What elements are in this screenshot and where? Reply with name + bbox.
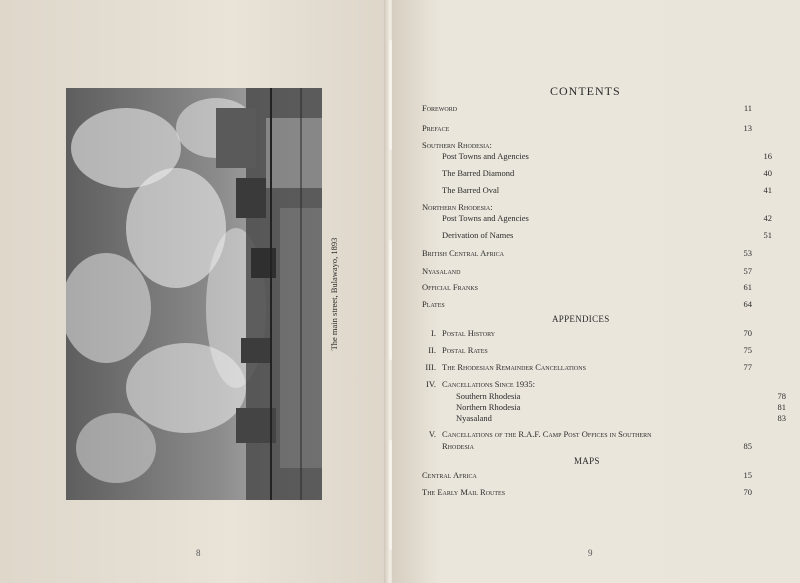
appendix-entry — [422, 441, 752, 451]
toc-entry-page: 51 — [763, 230, 772, 240]
appendix-entry — [422, 362, 752, 372]
appendix-page: 77 — [743, 362, 752, 372]
toc-entry — [422, 213, 772, 223]
toc-entry-page: 16 — [763, 151, 772, 161]
appendix-entry — [422, 328, 752, 338]
appendix-label: Rhodesia — [442, 441, 475, 451]
appendices-heading: APPENDICES — [552, 314, 610, 324]
appendix-label: Cancellations Since 1935: — [442, 379, 536, 389]
toc-entry-label: Foreword — [422, 103, 458, 113]
map-page: 15 — [743, 470, 752, 480]
appendix-entry — [422, 379, 752, 389]
map-label: The Early Mail Routes — [422, 487, 506, 497]
appendix-numeral: III. — [425, 362, 436, 372]
toc-entry-label: The Barred Oval — [442, 185, 500, 195]
toc-entry — [422, 266, 752, 276]
toc-entry-page: 61 — [743, 282, 752, 292]
appendix-label: Southern Rhodesia — [456, 391, 521, 401]
toc-entry-page: 41 — [763, 185, 772, 195]
appendix-label: The Rhodesian Remainder Cancellations — [442, 362, 586, 372]
toc-entry-label: Derivation of Names — [442, 230, 514, 240]
toc-entry-label: Northern Rhodesia: — [422, 202, 493, 212]
page-number-left: 8 — [196, 548, 201, 558]
toc-entry — [422, 103, 752, 113]
map-entry — [422, 470, 752, 480]
toc-entry-label: Official Franks — [422, 282, 478, 292]
toc-entry — [422, 151, 772, 161]
toc-entry-page: 53 — [743, 248, 752, 258]
toc-entry — [422, 202, 752, 212]
toc-entry — [422, 299, 752, 309]
toc-entry — [422, 168, 772, 178]
appendix-page: 81 — [777, 402, 786, 412]
contents-title: CONTENTS — [550, 84, 621, 98]
appendix-label: Cancellations of the R.A.F. Camp Post Offices in Southern — [442, 429, 652, 439]
map-entry — [422, 487, 752, 497]
appendix-entry — [422, 402, 786, 412]
toc-entry-page: 64 — [743, 299, 752, 309]
page-number-right: 9 — [588, 548, 593, 558]
appendix-entry — [422, 413, 786, 423]
toc-entry — [422, 282, 752, 292]
maps-heading: MAPS — [574, 456, 600, 466]
appendix-page: 85 — [743, 441, 752, 451]
toc-entry-label: The Barred Diamond — [442, 168, 515, 178]
toc-entry — [422, 230, 772, 240]
photo-illustration — [66, 88, 322, 500]
toc-entry-label: Preface — [422, 123, 450, 133]
appendix-page: 83 — [777, 413, 786, 423]
toc-entry-label: Post Towns and Agencies — [442, 213, 529, 223]
appendix-entry — [422, 429, 752, 439]
appendix-numeral: I. — [431, 328, 436, 338]
appendix-entry — [422, 345, 752, 355]
street-photograph — [66, 88, 322, 500]
appendix-page: 70 — [743, 328, 752, 338]
appendix-page: 75 — [743, 345, 752, 355]
toc-entry-label: Post Towns and Agencies — [442, 151, 529, 161]
appendix-label: Postal Rates — [442, 345, 488, 355]
appendix-numeral: IV. — [426, 379, 436, 389]
toc-entry-page: 42 — [763, 213, 772, 223]
toc-entry — [422, 140, 752, 150]
left-page — [0, 0, 388, 583]
toc-entry-label: Southern Rhodesia: — [422, 140, 492, 150]
appendix-label: Northern Rhodesia — [456, 402, 521, 412]
appendix-entry — [422, 391, 786, 401]
toc-entry-page: 40 — [763, 168, 772, 178]
toc-entry-page: 13 — [743, 123, 752, 133]
appendix-numeral: V. — [428, 429, 436, 439]
map-label: Central Africa — [422, 470, 477, 480]
toc-entry — [422, 185, 772, 195]
appendix-numeral: II. — [428, 345, 436, 355]
toc-entry-label: Nyasaland — [422, 266, 461, 276]
toc-entry-label: Plates — [422, 299, 445, 309]
toc-entry — [422, 123, 752, 133]
photo-caption: The main street, Bulawayo, 1893 — [329, 237, 339, 351]
toc-entry-page: 11 — [743, 103, 752, 113]
appendix-page: 78 — [777, 391, 786, 401]
appendix-label: Postal History — [442, 328, 496, 338]
toc-entry-page: 57 — [743, 266, 752, 276]
appendix-label: Nyasaland — [456, 413, 492, 423]
toc-entry — [422, 248, 752, 258]
map-page: 70 — [743, 487, 752, 497]
toc-entry-label: British Central Africa — [422, 248, 504, 258]
